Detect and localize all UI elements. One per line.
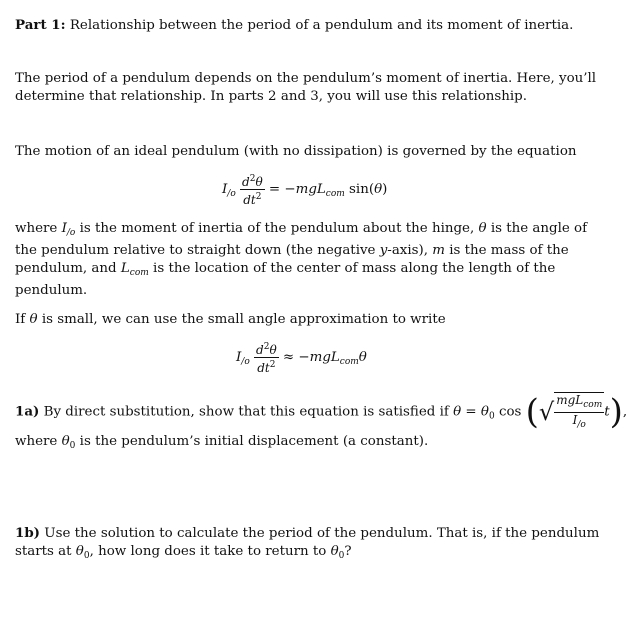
q1b-text2: , how long does it take to return to bbox=[89, 544, 327, 559]
q1b-label: 1b) bbox=[15, 525, 41, 541]
q1a-after-text: is the pendulum’s initial displacement (a constant). bbox=[79, 434, 429, 449]
q1b-text3: ? bbox=[344, 544, 352, 559]
q1b-text1: Use the solution to calculate the period of the pendulum. That is, if the pendulum starts at bbox=[15, 526, 600, 559]
equation-small-angle: $I_{/o}$ $\frac{d^2\theta}{dt^2}$ ≈ −mgL$_{com}$θ bbox=[236, 342, 367, 375]
small-angle-text: is small, we can use the small angle approximation to write bbox=[41, 312, 446, 327]
q1a-after: where bbox=[15, 434, 58, 449]
q1a-text: By direct substitution, show that this equation is satisfied if bbox=[43, 404, 449, 420]
question-1b: 1b) Use the solution to calculate the period of the pendulum. That is, if the pendulum starts at $\theta_0$, how long does it take to return to $\theta_0$? bbox=[15, 525, 600, 561]
intro-paragraph: The period of a pendulum depends on the pendulum’s moment of inertia. Here, you’ll determine that relationship. In parts 2 and 3, you will use this relationship. bbox=[15, 71, 597, 104]
part-label: Part 1: bbox=[15, 17, 66, 33]
sqrt-expression: √ $\frac{mgL_{com}}{I_{/o}}$ bbox=[538, 393, 603, 430]
equation-motion: $I_{/o}$ $\frac{d^2\theta}{dt^2}$ = −mgL$_{com}$ sin(θ) bbox=[222, 174, 388, 207]
question-1a: 1a) By direct substitution, show that this equation is satisfied if $\theta = \theta_0$ cos (√ $\frac{mgL_{com}}{I_{/o}}$ t), bbox=[15, 392, 627, 432]
theta0-definition: where $\theta_0$ is the pendulum’s initial displacement (a constant). bbox=[15, 434, 429, 451]
motion-paragraph: The motion of an ideal pendulum (with no dissipation) is governed by the equation bbox=[15, 144, 577, 159]
small-angle-paragraph: If θ is small, we can use the small angle approximation to write bbox=[15, 312, 446, 327]
page-title bbox=[15, 16, 607, 35]
definitions-paragraph: where $I_{/o}$ is the moment of inertia of the pendulum about the hinge, θ is the angle of the pendulum relative to straight down (the negative y-axis), m is the mass of the pendulum, and $L_{com}$ is the location of the center of mass along the length of the pendulum. bbox=[15, 221, 588, 298]
q1a-label: 1a) bbox=[15, 403, 40, 420]
title-text: Relationship between the period of a pendulum and its moment of inertia. bbox=[69, 18, 574, 33]
small-angle-if: If bbox=[15, 312, 26, 327]
